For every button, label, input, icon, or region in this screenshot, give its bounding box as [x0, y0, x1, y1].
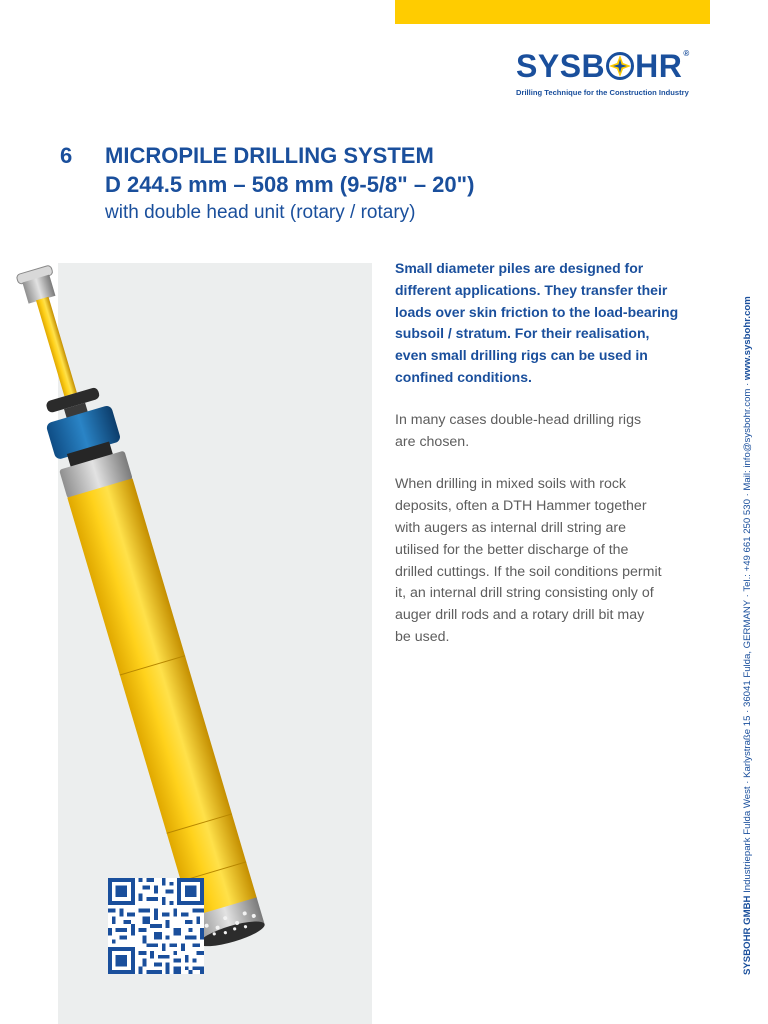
- website-link[interactable]: www.sysbohr.com: [742, 296, 753, 381]
- sysbohr-logo: [516, 50, 716, 97]
- paragraph-mixed-soils: When drilling in mixed soils with rock deposits, often a DTH Hammer together with augers as internal drill string are utilised for the better discharge of the drilled cuttings. If the soil conditions permit it, an internal drill string consisting only of auger drill rods and a rotary drill bit may be used.: [395, 476, 662, 645]
- intro-paragraph: Small diameter piles are designed for different applications. They transfer their loads over skin friction to the load-bearing subsoil / stratum. For their realisation, even small drilling rigs can be used in confined conditions.: [395, 260, 679, 385]
- paragraph-double-head-rigs: In many cases double-head drilling rigs are chosen.: [395, 411, 642, 450]
- company-name: SYSBOHR GMBH: [742, 895, 753, 975]
- logo-tagline: Drilling Technique for the Construction Industry: [516, 88, 689, 97]
- top-accent-bar: [395, 0, 710, 24]
- registered-mark: ®: [683, 49, 690, 58]
- logo-wordmark: [516, 50, 716, 82]
- body-text: [395, 258, 695, 649]
- qr-code: [106, 878, 206, 974]
- company-contact-sidebar: [742, 296, 753, 975]
- section-number: 6: [60, 143, 73, 168]
- page-subtitle: with double head unit (rotary / rotary): [105, 202, 416, 223]
- drill-bit-icon: [606, 52, 634, 80]
- diameter-range: D 244.5 mm – 508 mm (9-5/8" – 20"): [105, 172, 475, 197]
- logo-text-hr: HR: [635, 48, 683, 84]
- page-title: MICROPILE DRILLING SYSTEM: [105, 143, 434, 168]
- logo-text-sysb: SYSB: [516, 48, 606, 84]
- company-address: Industriepark Fulda West · Karlystraße 15 · 36041 Fulda, GERMANY · Tel.: +49 661 250 530 · Mail: info@sysbohr.com ·: [742, 380, 753, 896]
